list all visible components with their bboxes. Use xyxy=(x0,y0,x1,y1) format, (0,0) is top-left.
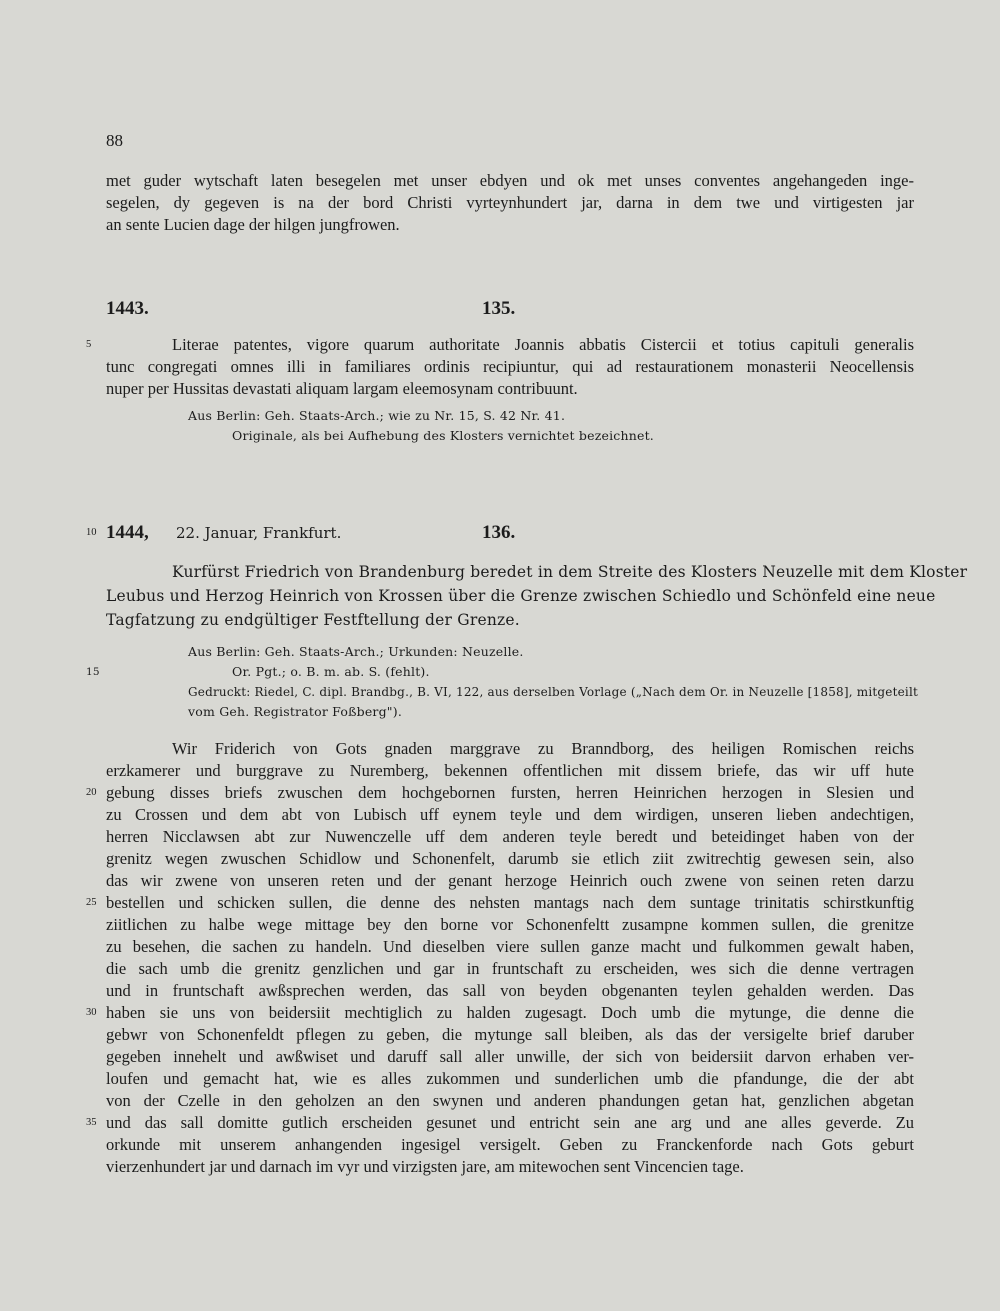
page-number: 88 xyxy=(106,131,123,150)
source-note: Aus Berlin: Geh. Staats-Arch.; wie zu Nr. 15, S. 42 Nr. 41. xyxy=(188,408,566,423)
doc-135-number: 135. xyxy=(482,298,516,319)
charter-text xyxy=(86,738,914,1178)
source-note: Aus Berlin: Geh. Staats-Arch.; Urkunden: Neuzelle. xyxy=(188,644,524,659)
line-number: 5 xyxy=(86,339,92,350)
charter-line: das wir zwene von unseren reten und der genant herzoge Heinrich ouch zwene von seinen reten darzu xyxy=(106,871,914,890)
charter-line: Wir Friderich von Gots gnaden marggrave zu Branndborg, des heiligen Romischen reichs xyxy=(172,739,914,758)
intro-line: segelen, dy gegeven is na der bord Christi vyrteynhundert jar, darna in dem twe und virtigesten jar xyxy=(106,193,914,212)
doc-136-notes xyxy=(86,642,919,722)
charter-line: von der Czelle in den geholzen an den swynen und anderen phandungen getan hat, genzlichen abgetan xyxy=(106,1091,914,1110)
line-number: 15 xyxy=(86,666,100,678)
doc-136-date-place: 22. Januar, Frankfurt. xyxy=(176,524,342,542)
charter-line: 30 haben sie uns von beidersiit mechtiglich zu halden zugesagt. Doch umb die mytunge, die denne die xyxy=(86,1003,914,1022)
doc-136-heading xyxy=(86,520,914,546)
charter-line: 35 und das sall domitte gutlich erscheiden gesunet und entricht sein ane arg und ane alles geverde. Zu xyxy=(86,1113,914,1132)
doc-135-year: 1443. xyxy=(106,298,149,319)
charter-line: zu Crossen und dem abt von Lubisch uff eynem teyle und dem wirdigen, unseren lieben andechtigen, xyxy=(106,805,914,824)
doc-136-year: 1444, xyxy=(106,522,149,543)
charter-line: und in fruntschaft awßsprechen werden, das sall von beyden obgenanten teylen gehalden werden. Das xyxy=(106,981,914,1000)
intro-line: met guder wytschaft laten besegelen met unser ebdyen und ok met unses conventes angehangeden inge- xyxy=(106,171,914,190)
line-number: 30 xyxy=(86,1007,97,1018)
charter-line: vierzenhundert jar und darnach im vyr und virzigsten jare, am mitewochen sent Vincencien tage. xyxy=(106,1157,744,1176)
source-note: vom Geh. Registrator Foßberg"). xyxy=(188,704,403,719)
regest-line: Tagfatzung zu endgültiger Festftellung der Grenze. xyxy=(106,611,520,629)
regest-line: 5 Literae patentes, vigore quarum authoritate Joannis abbatis Cistercii et totius capituli generalis xyxy=(86,335,914,354)
charter-line: herren Nicclawsen abt zur Nuwenczelle uff dem anderen teyle beredt und beteidinget haben von der xyxy=(106,827,914,846)
charter-line: gegeben innehelt und awßwiset und daruff sall aller unwille, der sich von beidersiit darvon erhaben ver- xyxy=(106,1047,914,1066)
doc-136-number: 136. xyxy=(482,522,516,543)
line-number: 20 xyxy=(86,787,97,798)
doc-135-notes xyxy=(106,406,914,446)
charter-line: zu besehen, die sachen zu handeln. Und dieselben viere sullen ganze macht und fulkommen gewalt haben, xyxy=(106,937,914,956)
source-note: Originale, als bei Aufhebung des Klosters vernichtet bezeichnet. xyxy=(232,428,654,443)
charter-line: erzkamerer und burggrave zu Nuremberg, bekennen offentlichen mit dissem briefe, das wir uff hute xyxy=(106,761,914,780)
charter-line: loufen und gemacht hat, wie es alles zukommen und sunderlichen umb die pfandunge, die der abt xyxy=(106,1069,914,1088)
line-number: 10 xyxy=(86,527,97,538)
regest-line: Kurfürst Friedrich von Brandenburg beredet in dem Streite des Klosters Neuzelle mit dem Kloster xyxy=(172,563,968,581)
regest-line: tunc congregati omnes illi in familiares ordinis recipiuntur, qui ad restaurationem monasterii Neocellensis xyxy=(106,357,914,376)
charter-line: die sach umb die grenitz genzlichen und gar in fruntschaft zu erscheiden, wes sich die denne vertragen xyxy=(106,959,914,978)
charter-line: 25 bestellen und schicken sullen, die denne des nehsten mantags nach dem suntage trinitatis schirstkunftig xyxy=(86,893,914,912)
regest-line: Leubus und Herzog Heinrich von Krossen über die Grenze zwischen Schiedlo und Schönfeld eine neue xyxy=(106,587,936,605)
doc-136-regest xyxy=(106,560,968,632)
source-note: Gedruckt: Riedel, C. dipl. Brandbg., B. VI, 122, aus derselben Vorlage („Nach dem Or. in Neuzelle [1858], mitgeteilt xyxy=(188,685,919,699)
charter-line: orkunde mit unserem anhangenden ingesigel versigelt. Geben zu Franckenforde nach Gots geburt xyxy=(106,1135,914,1154)
intro-line: an sente Lucien dage der hilgen jungfrowen. xyxy=(106,215,400,234)
line-number: 25 xyxy=(86,897,97,908)
charter-line: gebwr von Schonenfeldt pflegen zu geben, die mytunge sall bleiben, als das der versigelte brief daruber xyxy=(106,1025,914,1044)
charter-line: grenitz wegen zwuschen Schidlow und Schonenfelt, darumb sie etlich ziit zwitrechtig gewesen sein, also xyxy=(106,849,914,868)
intro-paragraph xyxy=(106,170,914,236)
doc-135-heading xyxy=(106,296,914,322)
source-note: 15 Or. Pgt.; o. B. m. ab. S. (fehlt). xyxy=(106,662,914,682)
doc-135-regest xyxy=(86,334,914,400)
charter-line: 20 gebung disses briefs zwuschen dem hochgebornen fursten, herren Heinrichen herzogen in Slesien und xyxy=(86,783,914,802)
charter-line: ziitlichen zu halbe wege mittage bey den borne vor Schonenfeltt zusampne kommen sullen, die grenitze xyxy=(106,915,914,934)
regest-line: nuper per Hussitas devastati aliquam largam eleemosynam contribuunt. xyxy=(106,379,578,398)
line-number: 35 xyxy=(86,1117,97,1128)
